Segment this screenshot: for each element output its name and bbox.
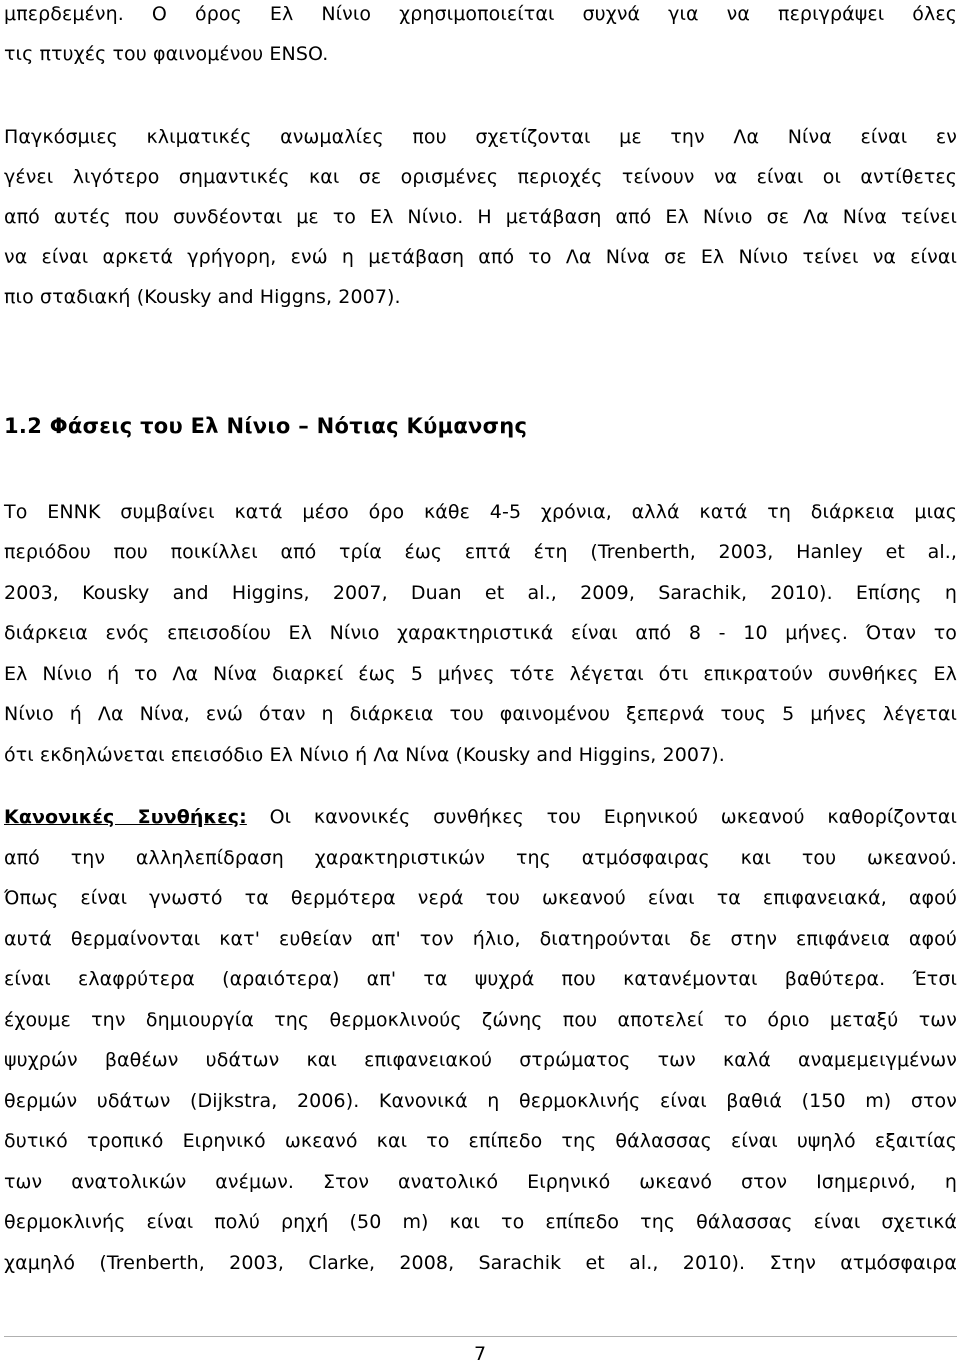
text-line: θερμοκλινής είναι πολύ ρηχή (50 m) και το επίπεδο της θάλασσας είναι σχετικά [4, 1211, 957, 1233]
text-line: θερμών υδάτων (Dijkstra, 2006). Κανονικά η θερμοκλινής είναι βαθιά (150 m) στον [4, 1090, 957, 1112]
footer-divider [4, 1336, 957, 1337]
text-line: τις πτυχές του φαινομένου ENSO. [4, 43, 329, 65]
text-line: Το ΕΝΝΚ συμβαίνει κατά μέσο όρο κάθε 4-5 χρόνια, αλλά κατά τη διάρκεια μιας [4, 501, 957, 523]
text-line: Νίνιο ή Λα Νίνα, ενώ όταν η διάρκεια του φαινομένου ξεπερνά τους 5 μήνες λέγεται [4, 703, 957, 725]
text-line: αυτά θερμαίνονται κατ' ευθείαν απ' τον ήλιο, διατηρούνται δε στην επιφάνεια αφού [4, 928, 957, 950]
text-run: Οι κανονικές συνθήκες του Ειρηνικού ωκεανού καθορίζονται [246, 806, 957, 828]
text-line: 2003, Kousky and Higgins, 2007, Duan et al., 2009, Sarachik, 2010). Επίσης η [4, 582, 957, 604]
text-line: δυτικό τροπικό Ειρηνικό ωκεανό και το επίπεδο της θάλασσας είναι υψηλό εξαιτίας [4, 1130, 957, 1152]
text-line: πιο σταδιακή (Kousky and Higgns, 2007). [4, 286, 401, 308]
page-number: 7 [473, 1343, 487, 1365]
text-line: από την αλληλεπίδραση χαρακτηριστικών της ατμόσφαιρας και του ωκεανού. [4, 847, 957, 869]
text-line: από αυτές που συνδέονται με το Ελ Νίνιο. Η μετάβαση από Ελ Νίνιο σε Λα Νίνα τείνει [4, 206, 957, 228]
text-line: Ελ Νίνιο ή το Λα Νίνα διαρκεί έως 5 μήνες τότε λέγεται ότι επικρατούν συνθήκες Ελ [4, 663, 957, 685]
text-line: να είναι αρκετά γρήγορη, ενώ η μετάβαση από το Λα Νίνα σε Ελ Νίνιο τείνει να είναι [4, 246, 957, 268]
text-line: χαμηλό (Trenberth, 2003, Clarke, 2008, Sarachik et al., 2010). Στην ατμόσφαιρα [4, 1252, 957, 1274]
text-line: έχουμε την δημιουργία της θερμοκλινούς ζώνης που αποτελεί το όριο μεταξύ των [4, 1009, 957, 1031]
text-line: μπερδεμένη. Ο όρος Ελ Νίνιο χρησιμοποιείται συχνά για να περιγράψει όλες [4, 3, 957, 25]
text-line: είναι ελαφρύτερα (αραιότερα) απ' τα ψυχρά που κατανέμονται βαθύτερα. Έτσι [4, 968, 957, 990]
text-line [4, 803, 957, 831]
text-line: ότι εκδηλώνεται επεισόδιο Ελ Νίνιο ή Λα Νίνα (Kousky and Higgins, 2007). [4, 744, 725, 766]
text-line: Όπως είναι γνωστό τα θερμότερα νερά του ωκεανού είναι τα επιφανειακά, αφού [4, 887, 957, 909]
section-heading: 1.2 Φάσεις του Ελ Νίνιο – Νότιας Κύμανσης [4, 414, 528, 438]
text-line: διάρκεια ενός επεισοδίου Ελ Νίνιο χαρακτηριστικά είναι από 8 - 10 μήνες. Όταν το [4, 622, 957, 644]
text-line: ψυχρών βαθέων υδάτων και επιφανειακού στρώματος των καλά αναμεμειγμένων [4, 1049, 957, 1071]
text-line: Παγκόσμιες κλιματικές ανωμαλίες που σχετίζονται με την Λα Νίνα είναι εν [4, 126, 957, 148]
text-line: περιόδου που ποικίλλει από τρία έως επτά έτη (Trenberth, 2003, Hanley et al., [4, 541, 957, 563]
text-line: των ανατολικών ανέμων. Στον ανατολικό Ειρηνικό ωκεανό στον Ισημερινό, η [4, 1171, 957, 1193]
normal-conditions-label: Κανονικές Συνθήκες: [4, 806, 247, 828]
text-line: γένει λιγότερο σημαντικές και σε ορισμένες περιοχές τείνουν να είναι οι αντίθετες [4, 166, 957, 188]
